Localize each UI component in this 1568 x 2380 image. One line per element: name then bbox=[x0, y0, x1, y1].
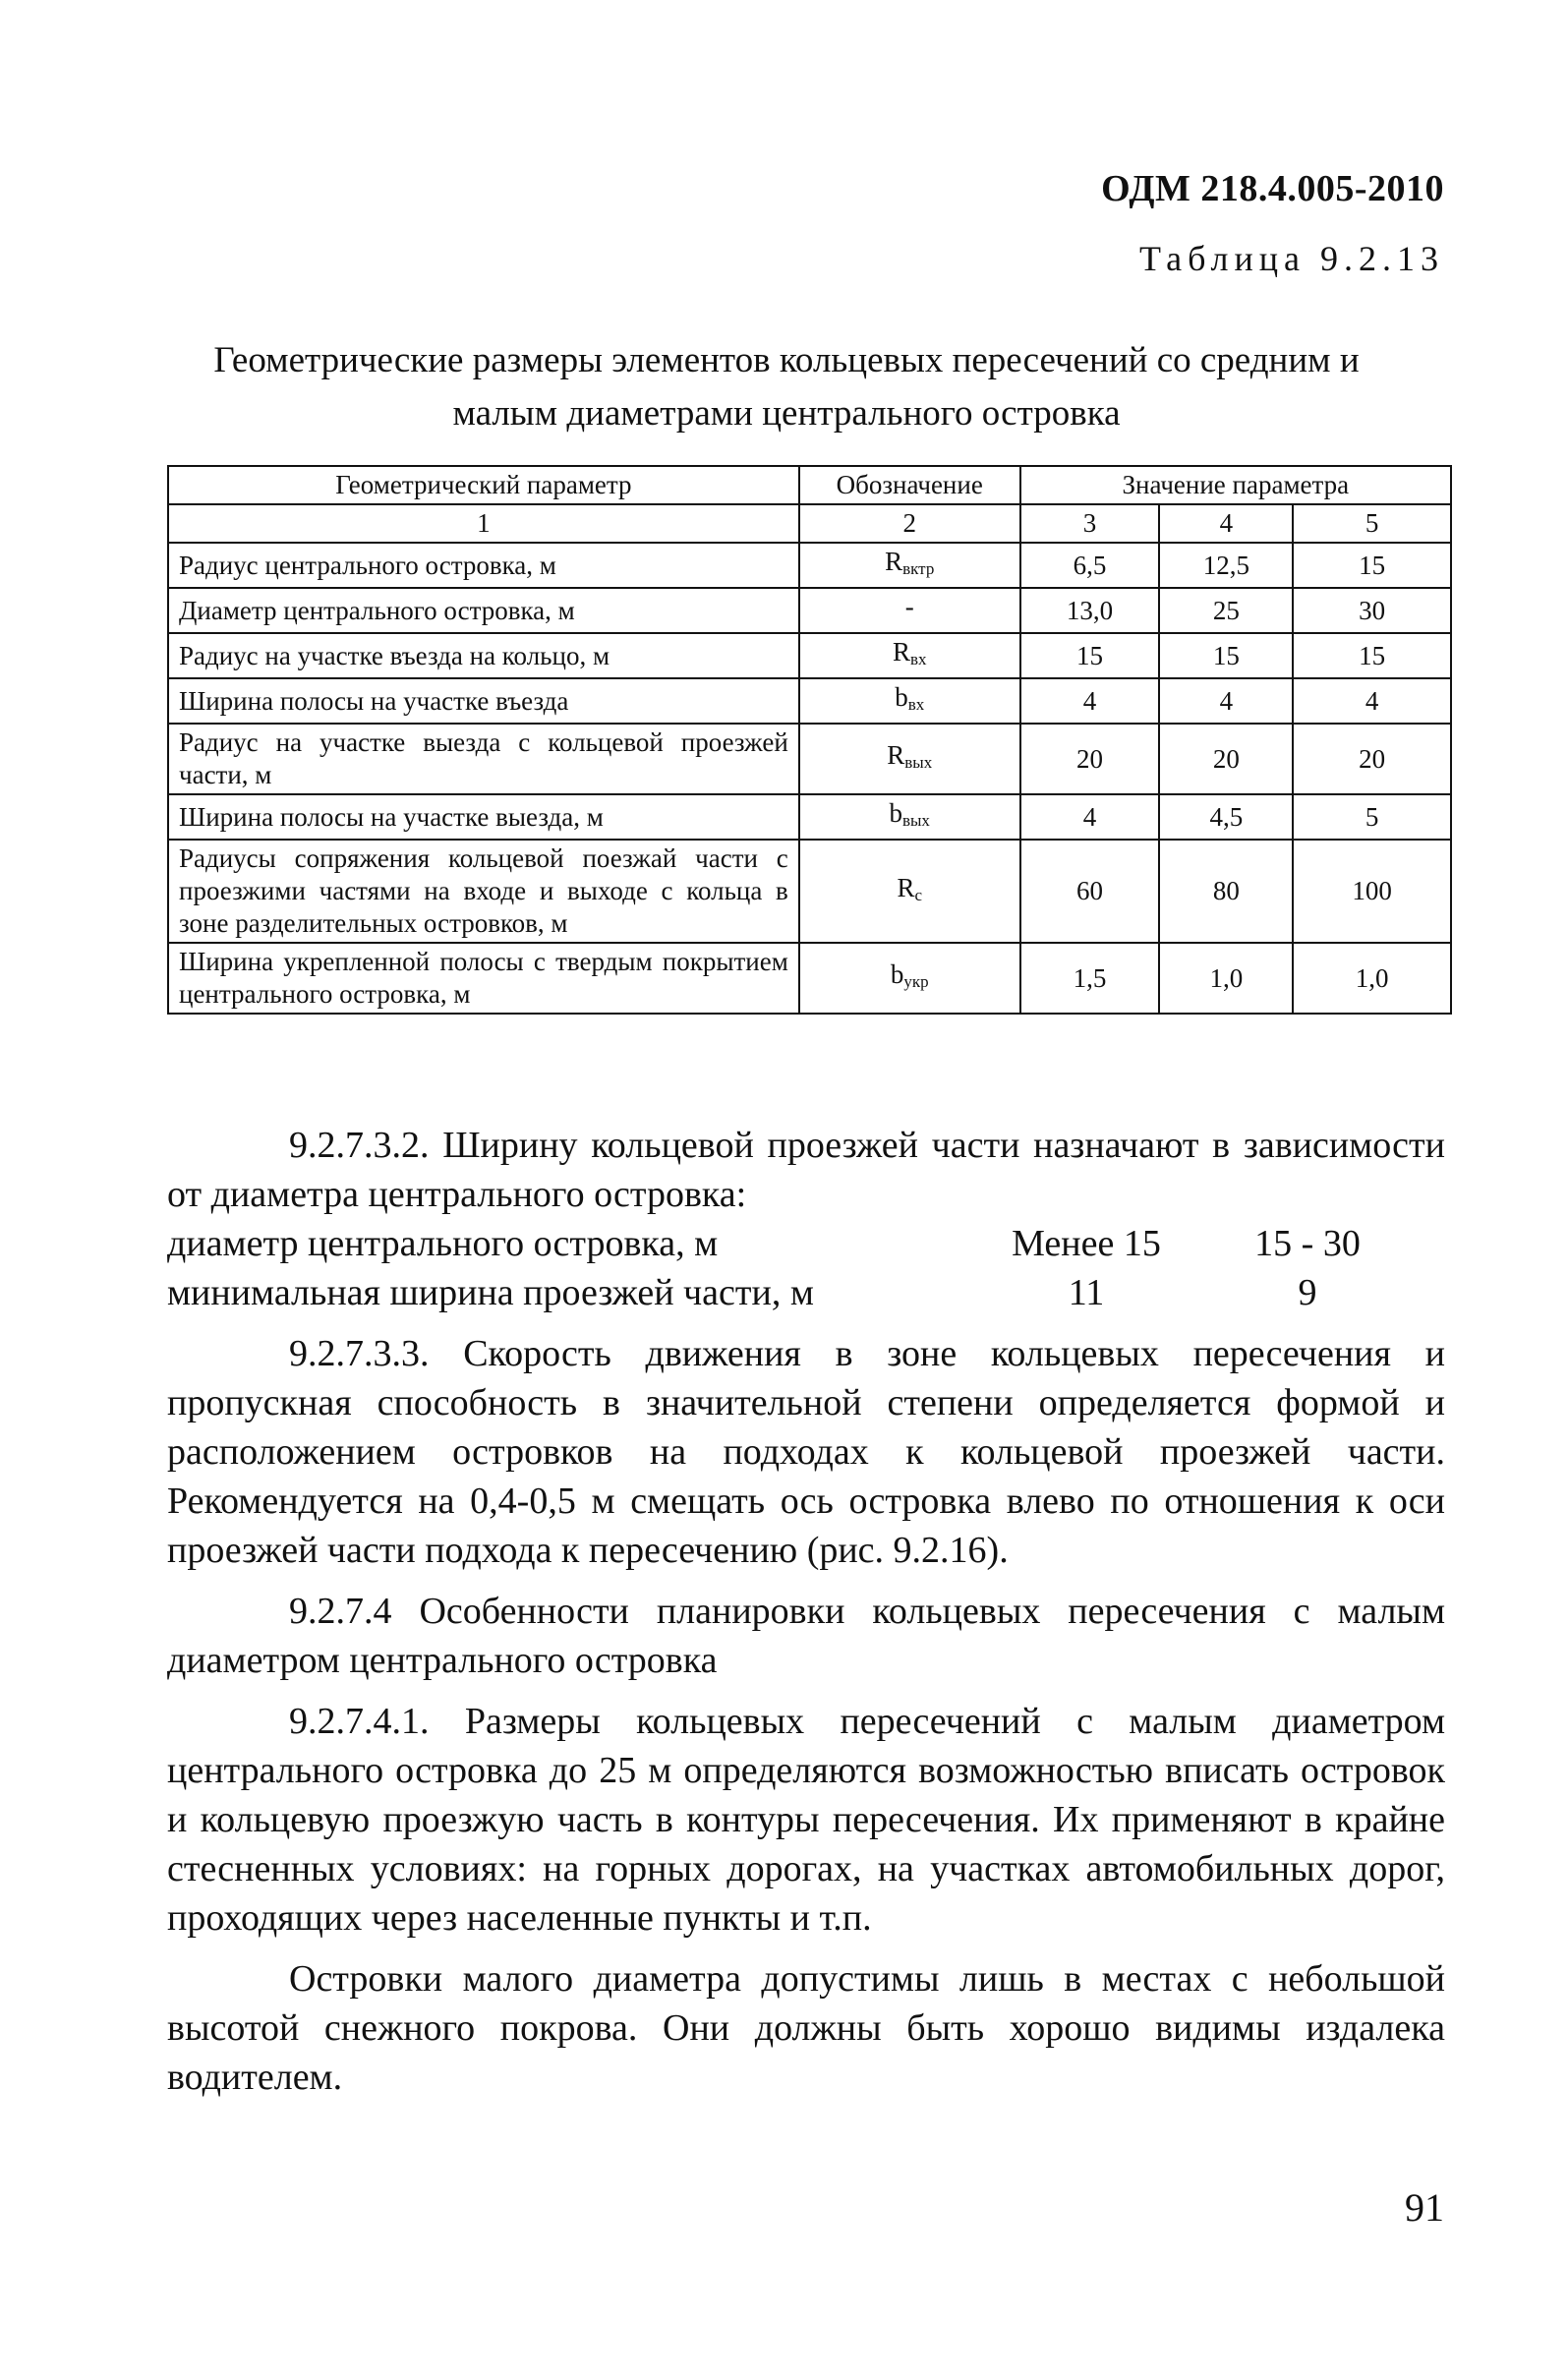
param-name: Ширина полосы на участке въезда bbox=[168, 678, 799, 724]
value-4: 25 bbox=[1159, 588, 1293, 633]
param-symbol bbox=[799, 724, 1020, 794]
symbol-sub: вых bbox=[901, 811, 930, 830]
value-3: 1,5 bbox=[1020, 943, 1160, 1014]
value-5: 15 bbox=[1293, 543, 1451, 588]
table-title: Геометрические размеры элементов кольцевых пересечений со средним и малым диаметрами центрального островка bbox=[213, 340, 1360, 434]
header-symbol: Обозначение bbox=[799, 466, 1020, 504]
param-symbol bbox=[799, 794, 1020, 840]
paragraph-9-2-7-4-1: 9.2.7.4.1. Размеры кольцевых пересечений с малым диаметром центрального островка до 25 м определяются возможностью вписать островок и кольцевую проезжую часть в контуры пересечения. Их применяют в крайне стесненных условиях: на горных дорогах, на участках автомобильных дорог, проходящих через населенные пункты и т.п. bbox=[167, 1701, 1445, 1939]
table-header-row bbox=[168, 466, 1451, 504]
table-row bbox=[168, 678, 1451, 724]
table-number-row bbox=[168, 504, 1451, 543]
param-symbol bbox=[799, 678, 1020, 724]
param-symbol bbox=[799, 633, 1020, 678]
table-row bbox=[168, 943, 1451, 1014]
symbol-base: R bbox=[897, 872, 915, 902]
value-4: 4,5 bbox=[1159, 794, 1293, 840]
param-name: Радиус на участке въезда на кольцо, м bbox=[168, 633, 799, 678]
body-text bbox=[167, 1121, 1445, 2102]
symbol-base: R bbox=[887, 740, 905, 770]
symbol-sub: вх bbox=[907, 695, 925, 714]
min-width-value-1: 11 bbox=[1068, 1272, 1105, 1313]
table-row bbox=[168, 794, 1451, 840]
param-symbol bbox=[799, 840, 1020, 943]
value-5: 30 bbox=[1293, 588, 1451, 633]
param-name: Диаметр центрального островка, м bbox=[168, 588, 799, 633]
min-width-row bbox=[167, 1268, 1445, 1317]
symbol-base: b bbox=[889, 798, 902, 828]
col-number: 3 bbox=[1020, 504, 1160, 543]
param-name: Ширина укрепленной полосы с твердым покрытием центрального островка, м bbox=[168, 943, 799, 1014]
paragraph-9-2-7-3-3: 9.2.7.3.3. Скорость движения в зоне кольцевых пересечения и пропускная способность в значительной степени определяется формой и расположением островков на подходах к кольцевой проезжей части. Рекомендуется на 0,4-0,5 м смещать ось островка влево по отношения к оси проезжей части подхода к пересечению (рис. 9.2.16). bbox=[167, 1333, 1445, 1571]
value-5: 4 bbox=[1293, 678, 1451, 724]
symbol-sub: вх bbox=[909, 650, 927, 668]
table-row bbox=[168, 724, 1451, 794]
col-number: 5 bbox=[1293, 504, 1451, 543]
min-width-label: минимальная ширина проезжей части, м bbox=[167, 1272, 814, 1313]
min-width-value-2: 9 bbox=[1298, 1272, 1317, 1313]
value-3: 15 bbox=[1020, 633, 1160, 678]
document-code: ОДМ 218.4.005-2010 bbox=[1101, 168, 1444, 209]
symbol-base: - bbox=[904, 592, 914, 621]
symbol-sub: вктр bbox=[902, 559, 935, 578]
value-5: 20 bbox=[1293, 724, 1451, 794]
value-3: 6,5 bbox=[1020, 543, 1160, 588]
param-name: Радиус на участке выезда с кольцевой проезжей части, м bbox=[168, 724, 799, 794]
value-3: 4 bbox=[1020, 678, 1160, 724]
value-4: 4 bbox=[1159, 678, 1293, 724]
value-3: 4 bbox=[1020, 794, 1160, 840]
symbol-sub: укр bbox=[903, 972, 929, 991]
value-4: 20 bbox=[1159, 724, 1293, 794]
symbol-sub: c bbox=[914, 885, 922, 904]
value-4: 80 bbox=[1159, 840, 1293, 943]
value-5: 100 bbox=[1293, 840, 1451, 943]
value-3: 60 bbox=[1020, 840, 1160, 943]
table-row bbox=[168, 588, 1451, 633]
param-name: Ширина полосы на участке выезда, м bbox=[168, 794, 799, 840]
diameter-label: диаметр центрального островка, м bbox=[167, 1223, 719, 1264]
header-value: Значение параметра bbox=[1020, 466, 1451, 504]
diameter-row bbox=[167, 1219, 1445, 1268]
symbol-base: R bbox=[892, 637, 910, 667]
col-number: 1 bbox=[168, 504, 799, 543]
col-number: 4 bbox=[1159, 504, 1293, 543]
symbol-sub: вых bbox=[904, 753, 933, 772]
table-label: Таблица 9.2.13 bbox=[1139, 239, 1444, 278]
value-4: 15 bbox=[1159, 633, 1293, 678]
diameter-value-1: Менее 15 bbox=[1012, 1223, 1161, 1264]
col-number: 2 bbox=[799, 504, 1020, 543]
value-3: 13,0 bbox=[1020, 588, 1160, 633]
value-5: 5 bbox=[1293, 794, 1451, 840]
param-symbol bbox=[799, 943, 1020, 1014]
value-4: 12,5 bbox=[1159, 543, 1293, 588]
value-3: 20 bbox=[1020, 724, 1160, 794]
parameters-table bbox=[167, 465, 1452, 1015]
value-4: 1,0 bbox=[1159, 943, 1293, 1014]
header-param: Геометрический параметр bbox=[168, 466, 799, 504]
page-number: 91 bbox=[1405, 2185, 1444, 2230]
paragraph-9-2-7-3-2: 9.2.7.3.2. Ширину кольцевой проезжей части назначают в зависимости от диаметра центрального островка: bbox=[167, 1125, 1445, 1215]
table-row bbox=[168, 633, 1451, 678]
symbol-base: R bbox=[885, 547, 903, 576]
value-5: 1,0 bbox=[1293, 943, 1451, 1014]
table-row bbox=[168, 543, 1451, 588]
param-symbol bbox=[799, 588, 1020, 633]
param-symbol bbox=[799, 543, 1020, 588]
param-name: Радиусы сопряжения кольцевой поезжай части с проезжими частями на входе и выходе с кольца в зоне разделительных островков, м bbox=[168, 840, 799, 943]
diameter-value-2: 15 - 30 bbox=[1254, 1223, 1361, 1264]
value-5: 15 bbox=[1293, 633, 1451, 678]
symbol-base: b bbox=[895, 682, 908, 712]
table-row bbox=[168, 840, 1451, 943]
param-name: Радиус центрального островка, м bbox=[168, 543, 799, 588]
symbol-base: b bbox=[890, 959, 904, 989]
paragraph-small-islands: Островки малого диаметра допустимы лишь в местах с небольшой высотой снежного покрова. Они должны быть хорошо видимы издалека водителем. bbox=[167, 1958, 1445, 2098]
paragraph-9-2-7-4: 9.2.7.4 Особенности планировки кольцевых пересечения с малым диаметром центрального островка bbox=[167, 1591, 1445, 1681]
